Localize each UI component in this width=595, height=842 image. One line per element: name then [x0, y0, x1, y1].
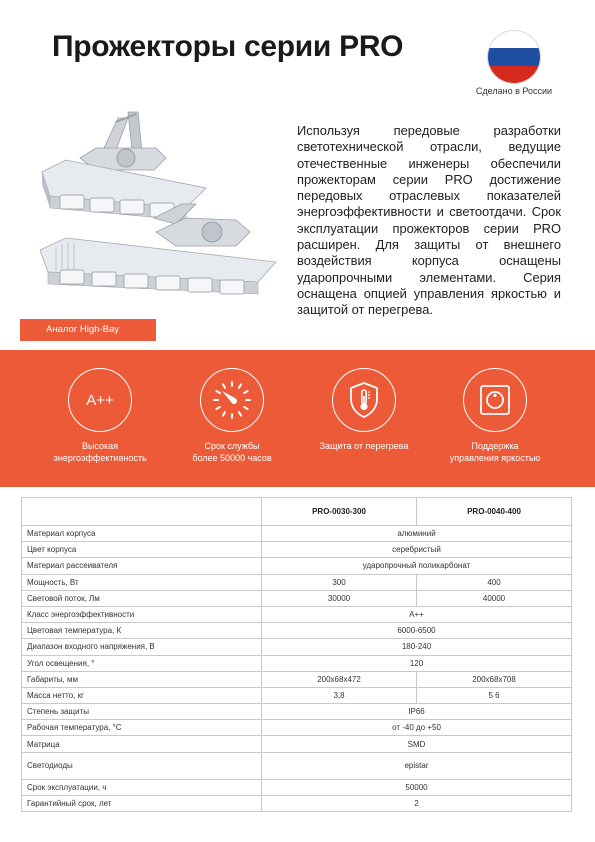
feature-label-line: Защита от перегрева [319, 441, 409, 451]
spec-name: Цвет корпуса [22, 542, 262, 558]
stopwatch-icon-graphic [210, 378, 254, 422]
spec-name: Масса нетто, кг [22, 687, 262, 703]
table-header-row [22, 498, 572, 526]
feature-label [167, 441, 297, 464]
spec-value: IP66 [262, 704, 572, 720]
table-row [22, 736, 572, 752]
spec-name: Мощность, Вт [22, 574, 262, 590]
spec-value: 30000 [262, 590, 417, 606]
table-row [22, 752, 572, 779]
spec-value: epistar [262, 752, 572, 779]
spec-value: ударопрочный поликарбонат [262, 558, 572, 574]
feature-label [299, 441, 429, 453]
spec-name: Рабочая температура, °С [22, 720, 262, 736]
spec-value: 2 [262, 795, 572, 811]
feature-label-line: энергоэффективность [53, 452, 147, 463]
feature-label-line: управления яркостью [449, 452, 541, 463]
spec-value: 6000-6500 [262, 623, 572, 639]
table-header-cell: PRO-0030-300 [262, 498, 417, 526]
spec-value: 300 [262, 574, 417, 590]
feature-label [35, 441, 165, 464]
table-row [22, 558, 572, 574]
spec-name: Цветовая температура, К [22, 623, 262, 639]
spec-value: A++ [262, 606, 572, 622]
a-plus-plus-icon-text: A++ [86, 391, 114, 409]
feature-label [430, 441, 560, 464]
spec-value: 3,8 [262, 687, 417, 703]
feature-label-line: более 50000 часов [192, 452, 272, 463]
table-row [22, 720, 572, 736]
spec-value: 50000 [262, 779, 572, 795]
spec-value: 120 [262, 655, 572, 671]
feature-brightness-control [430, 368, 560, 464]
spec-value: 180-240 [262, 639, 572, 655]
spec-name: Световой поток, Лм [22, 590, 262, 606]
table-row [22, 623, 572, 639]
page-title: Прожекторы серии PRO [52, 30, 404, 63]
brightness-knob-icon-graphic [478, 383, 512, 417]
analog-badge: Аналог High-Bay [20, 319, 156, 341]
spec-name: Класс энергоэффективности [22, 606, 262, 622]
features-band [0, 350, 595, 487]
spec-value: 400 [417, 574, 572, 590]
table-row [22, 542, 572, 558]
spec-value: серебристый [262, 542, 572, 558]
stopwatch-icon [200, 368, 264, 432]
spec-name: Матрица [22, 736, 262, 752]
spec-value: от -40 до +50 [262, 720, 572, 736]
brightness-knob-icon [463, 368, 527, 432]
table-row [22, 671, 572, 687]
specifications-table [21, 497, 572, 812]
spec-name: Материал рассеивателя [22, 558, 262, 574]
table-row [22, 687, 572, 703]
flag-white-stripe [488, 31, 540, 48]
spec-value: 200x68x472 [262, 671, 417, 687]
spec-value: 40000 [417, 590, 572, 606]
spec-name: Диапазон входного напряжения, В [22, 639, 262, 655]
table-row [22, 655, 572, 671]
spec-name: Светодиоды [22, 752, 262, 779]
table-row [22, 590, 572, 606]
feature-label-line: Поддержка [471, 441, 519, 451]
spec-value: алюминий [262, 526, 572, 542]
shield-thermometer-icon-graphic [346, 380, 382, 420]
table-row [22, 526, 572, 542]
feature-energy-efficiency [35, 368, 165, 464]
made-in-russia-caption: Сделано в России [475, 86, 553, 96]
table-row [22, 704, 572, 720]
table-header-cell: PRO-0040-400 [417, 498, 572, 526]
table-row [22, 606, 572, 622]
spec-value: 5 6 [417, 687, 572, 703]
spec-name: Габариты, мм [22, 671, 262, 687]
table-row [22, 779, 572, 795]
spec-name: Степень защиты [22, 704, 262, 720]
feature-label-line: Срок службы [204, 441, 260, 451]
russia-flag-icon [488, 31, 540, 83]
table-row [22, 795, 572, 811]
spec-value: SMD [262, 736, 572, 752]
feature-overheat-protection [299, 368, 429, 453]
table-row [22, 574, 572, 590]
table-row [22, 639, 572, 655]
floodlight-product-image [36, 100, 281, 310]
table-header-cell [22, 498, 262, 526]
spec-name: Угол освещения, ° [22, 655, 262, 671]
flag-red-stripe [488, 66, 540, 83]
flag-blue-stripe [488, 48, 540, 65]
feature-service-life [167, 368, 297, 464]
spec-name: Гарантийный срок, лет [22, 795, 262, 811]
a-plus-plus-icon [68, 368, 132, 432]
spec-name: Материал корпуса [22, 526, 262, 542]
product-description: Используя передовые разработки светотехнической отрасли, ведущие отечественные инженеры обеспечили прожекторам серии PRO достижение передовых отраслевых показателей энергоэффективности и светоотдачи. Срок эксплуатации прожекторов серии PRO расширен. Для защиты от внешнего воздействия корпуса оснащены ударопрочными элементами. Серия оснащена опцией управления яркостью и защитой от перегрева. [297, 123, 561, 318]
spec-name: Срок эксплуатации, ч [22, 779, 262, 795]
shield-thermometer-icon [332, 368, 396, 432]
feature-label-line: Высокая [81, 441, 119, 451]
spec-value: 200x68x708 [417, 671, 572, 687]
